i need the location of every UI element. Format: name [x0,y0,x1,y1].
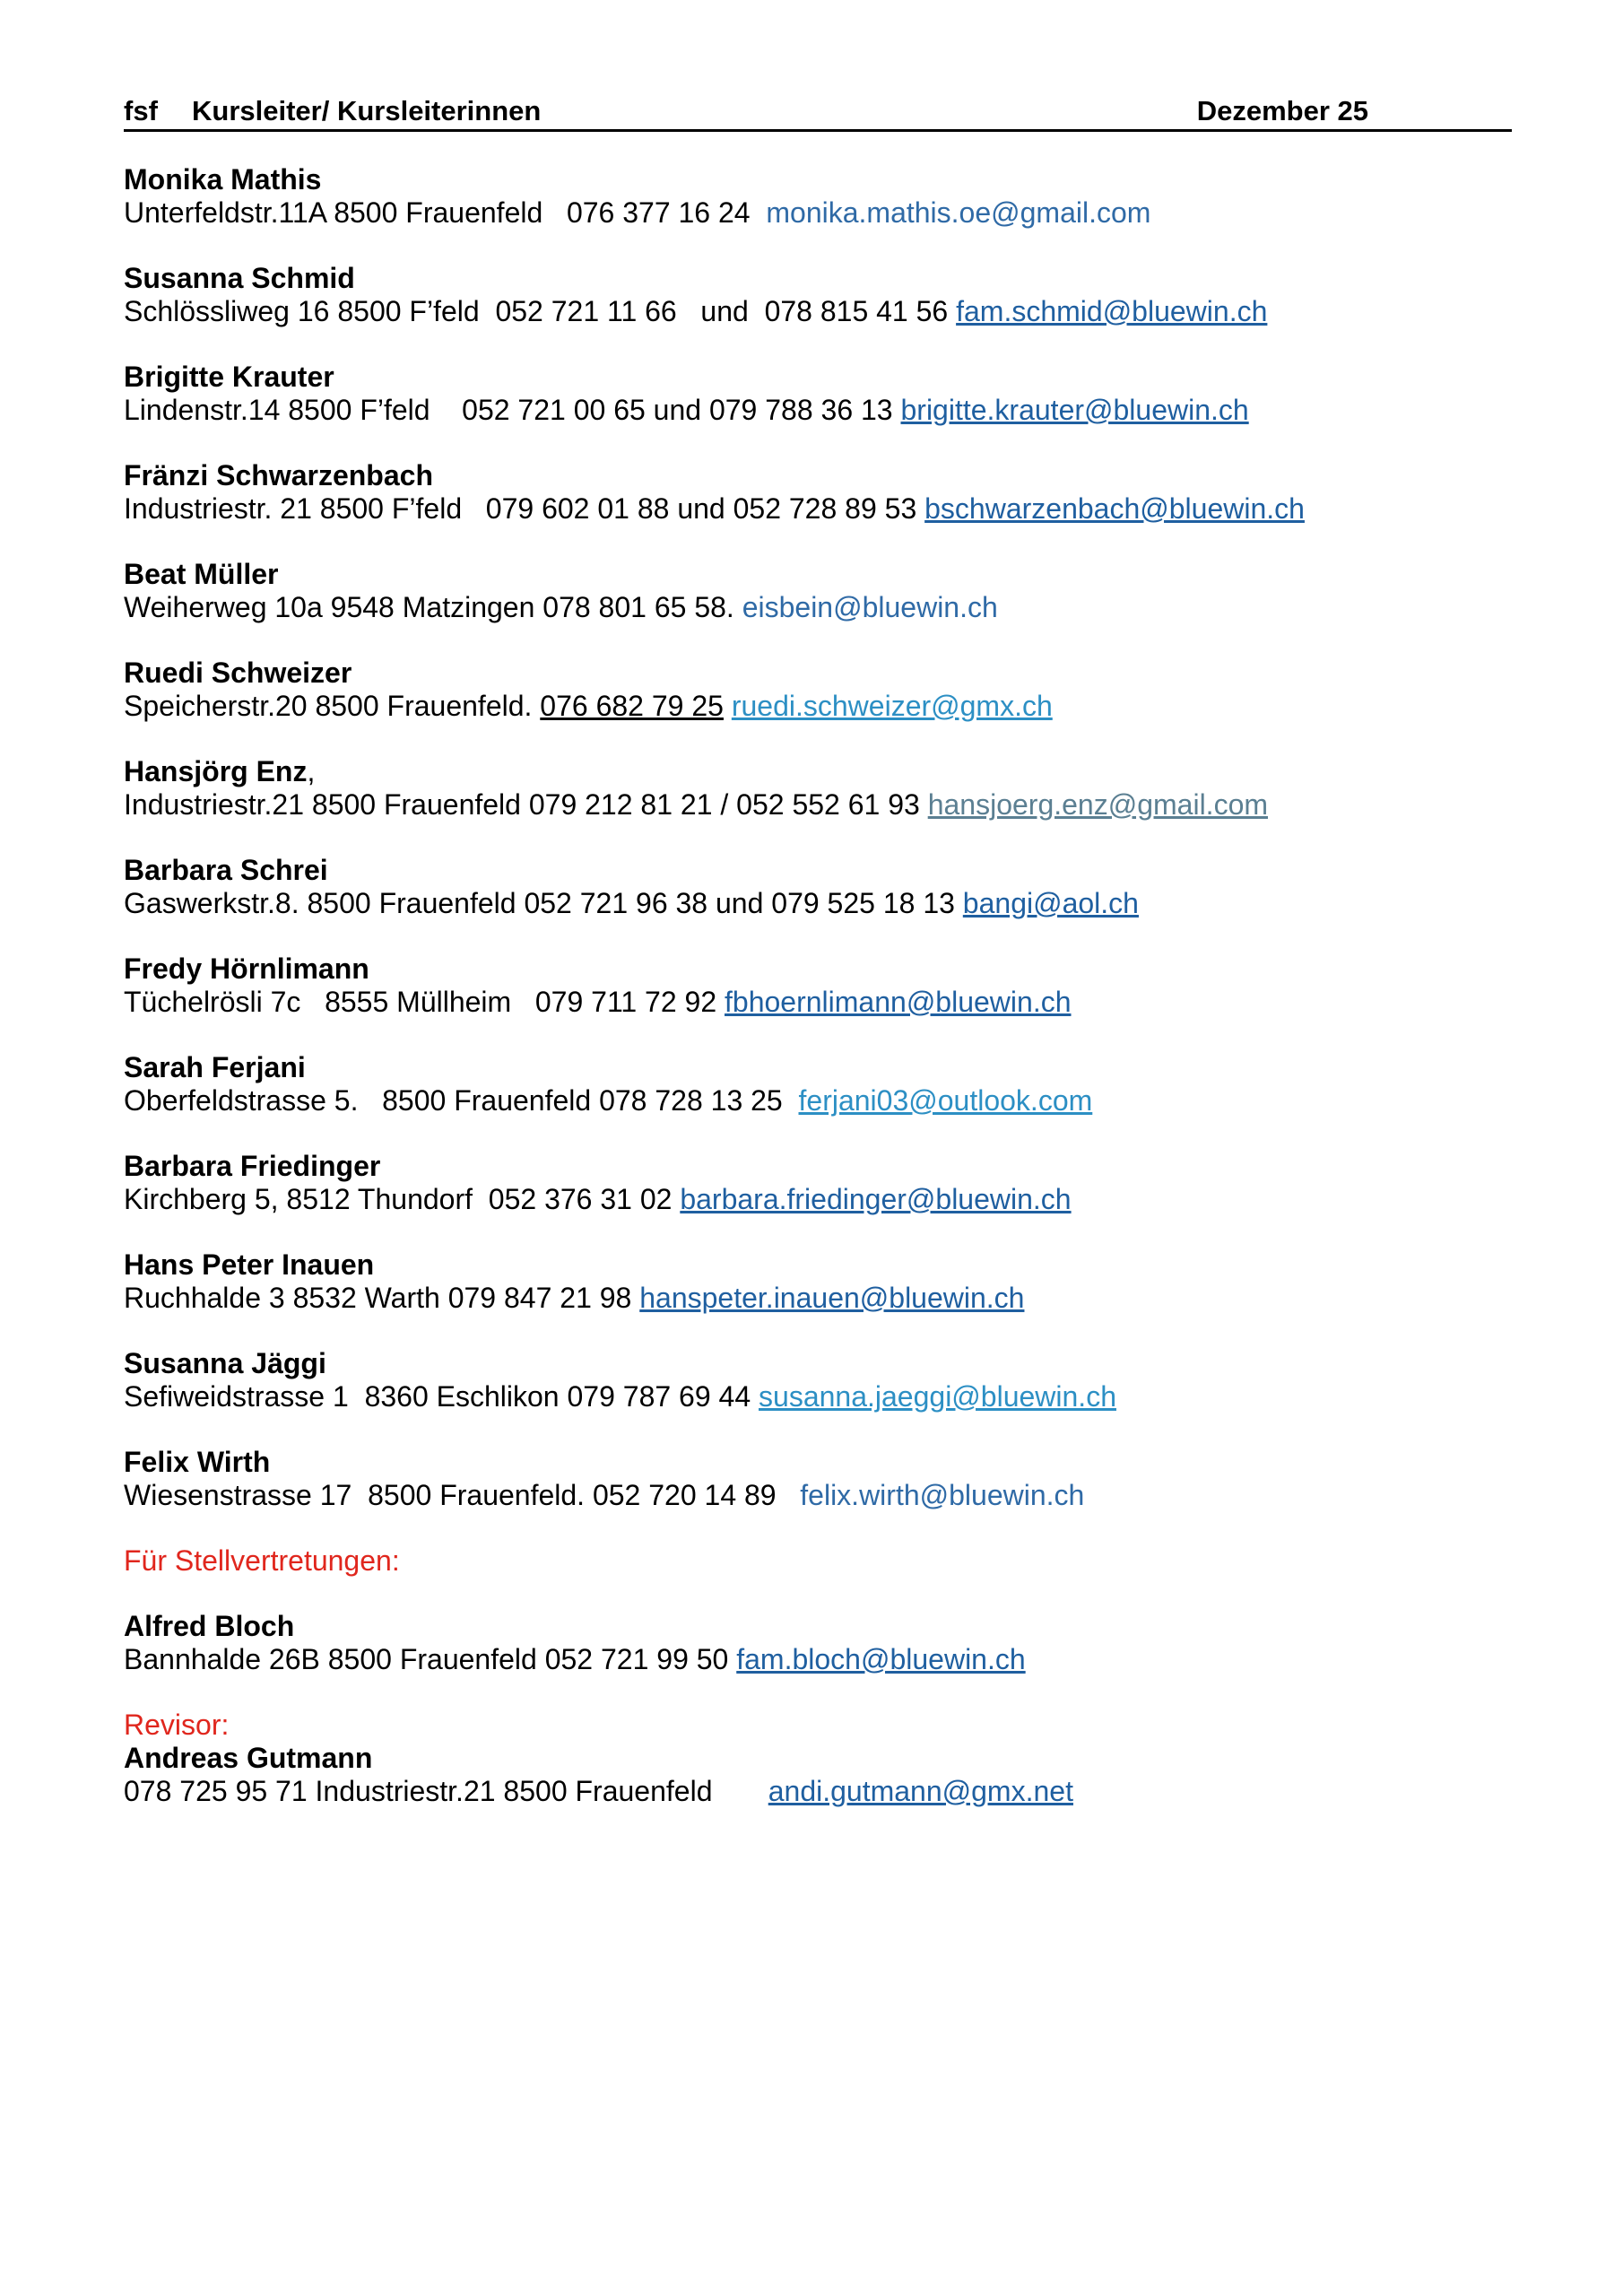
contact-name: Beat Müller [124,558,279,590]
contact-address: Bannhalde 26B 8500 Frauenfeld 052 721 99 50 [124,1643,737,1675]
contact-name: Susanna Jäggi [124,1347,326,1379]
contact-name: Monika Mathis [124,163,322,196]
contact-details [124,1643,1523,1676]
contact-name: Sarah Ferjani [124,1051,306,1083]
contact-name: Ruedi Schweizer [124,657,352,689]
contact-name: Brigitte Krauter [124,361,334,393]
contact-details [124,1183,1523,1216]
email-link[interactable]: brigitte.krauter@bluewin.ch [900,394,1249,426]
contact-details [124,1282,1523,1315]
email-link[interactable]: hansjoerg.enz@gmail.com [927,788,1269,821]
email-link[interactable]: hanspeter.inauen@bluewin.ch [639,1282,1025,1314]
contact-address: Industriestr. 21 8500 F’feld 079 602 01 88 und 052 728 89 53 [124,492,925,525]
email-link[interactable]: fam.schmid@bluewin.ch [956,295,1268,327]
contact-address: Kirchberg 5, 8512 Thundorf 052 376 31 02 [124,1183,681,1215]
contact-name: Hans Peter Inauen [124,1248,375,1281]
email-link[interactable]: felix.wirth@bluewin.ch [800,1479,1085,1511]
list-item [124,262,1523,328]
page-title: Kursleiter/ Kursleiterinnen [192,95,542,126]
email-link[interactable]: fam.bloch@bluewin.ch [736,1643,1026,1675]
contact-name: Andreas Gutmann [124,1742,373,1774]
email-link[interactable]: barbara.friedinger@bluewin.ch [680,1183,1072,1215]
contact-details [124,591,1523,624]
list-item [124,1347,1523,1413]
list-item [124,755,1523,822]
email-link[interactable]: ferjani03@outlook.com [798,1084,1093,1117]
instructor-list [124,163,1523,1840]
contact-name: Fredy Hörnlimann [124,952,369,985]
contact-address: Tüchelrösli 7c 8555 Müllheim 079 711 72 92 [124,986,725,1018]
contact-details [124,492,1523,526]
contact-name: Susanna Schmid [124,262,355,294]
contact-details [124,788,1523,822]
page-header [124,93,1512,132]
list-item [124,1150,1523,1216]
contact-name: Alfred Bloch [124,1610,295,1642]
contact-name: Felix Wirth [124,1446,271,1478]
contact-address: Schlössliweg 16 8500 F’feld 052 721 11 66 und 078 815 41 56 [124,295,957,327]
list-item [124,1248,1523,1315]
list-item [124,657,1523,723]
email-link[interactable]: fbhoernlimann@bluewin.ch [725,986,1072,1018]
contact-name-text: Hansjörg Enz [124,755,308,787]
contact-name: Barbara Friedinger [124,1150,381,1182]
list-item [124,1446,1523,1512]
contact-address: Lindenstr.14 8500 F’feld 052 721 00 65 und 079 788 36 13 [124,394,901,426]
contact-details [124,887,1523,920]
contact-address: Gaswerkstr.8. 8500 Frauenfeld 052 721 96 38 und 079 525 18 13 [124,887,963,919]
contact-name: Fränzi Schwarzenbach [124,459,433,491]
contact-address: Weiherweg 10a 9548 Matzingen 078 801 65 58. [124,591,742,623]
contact-name [124,755,1523,788]
contact-details [124,295,1523,328]
auditor-item [124,1742,1523,1808]
contact-name: Barbara Schrei [124,854,328,886]
email-link[interactable]: eisbein@bluewin.ch [742,591,998,623]
contact-details [124,690,1523,723]
contact-details [124,1775,1523,1808]
header-date: Dezember 25 [1196,95,1368,126]
email-link[interactable]: monika.mathis.oe@gmail.com [766,196,1151,229]
substitutes-heading: Für Stellvertretungen: [124,1544,400,1577]
contact-address: Speicherstr.20 8500 Frauenfeld. [124,690,541,722]
contact-address: Oberfeldstrasse 5. 8500 Frauenfeld 078 728 13 25 [124,1084,799,1117]
contact-address: Ruchhalde 3 8532 Warth 079 847 21 98 [124,1282,640,1314]
contact-details [124,394,1523,427]
list-item [124,854,1523,920]
contact-details [124,986,1523,1019]
email-link[interactable]: andi.gutmann@gmx.net [768,1775,1073,1807]
contact-address: Wiesenstrasse 17 8500 Frauenfeld. 052 720 14 89 [124,1479,801,1511]
list-item [124,361,1523,427]
list-item [124,1051,1523,1118]
email-link[interactable]: susanna.jaeggi@bluewin.ch [759,1380,1116,1413]
email-link[interactable]: bangi@aol.ch [962,887,1139,919]
phone-link[interactable]: 076 682 79 25 [540,690,724,722]
contact-address: Unterfeldstr.11A 8500 Frauenfeld 076 377 16 24 [124,196,767,229]
auditor-heading: Revisor: [124,1709,230,1741]
org-abbrev: fsf [124,95,158,126]
contact-details [124,1479,1523,1512]
contact-details [124,1084,1523,1118]
list-item [124,952,1523,1019]
list-item [124,163,1523,230]
name-suffix: , [307,755,316,787]
email-link[interactable]: ruedi.schweizer@gmx.ch [731,690,1053,722]
contact-details [124,196,1523,230]
contact-details [124,1380,1523,1413]
substitute-item [124,1610,1523,1676]
contact-address: Sefiweidstrasse 1 8360 Eschlikon 079 787 69 44 [124,1380,759,1413]
contact-address: 078 725 95 71 Industriestr.21 8500 Frauenfeld [124,1775,768,1807]
email-link[interactable]: bschwarzenbach@bluewin.ch [924,492,1305,525]
contact-address: Industriestr.21 8500 Frauenfeld 079 212 81 21 / 052 552 61 93 [124,788,928,821]
list-item [124,558,1523,624]
list-item [124,459,1523,526]
